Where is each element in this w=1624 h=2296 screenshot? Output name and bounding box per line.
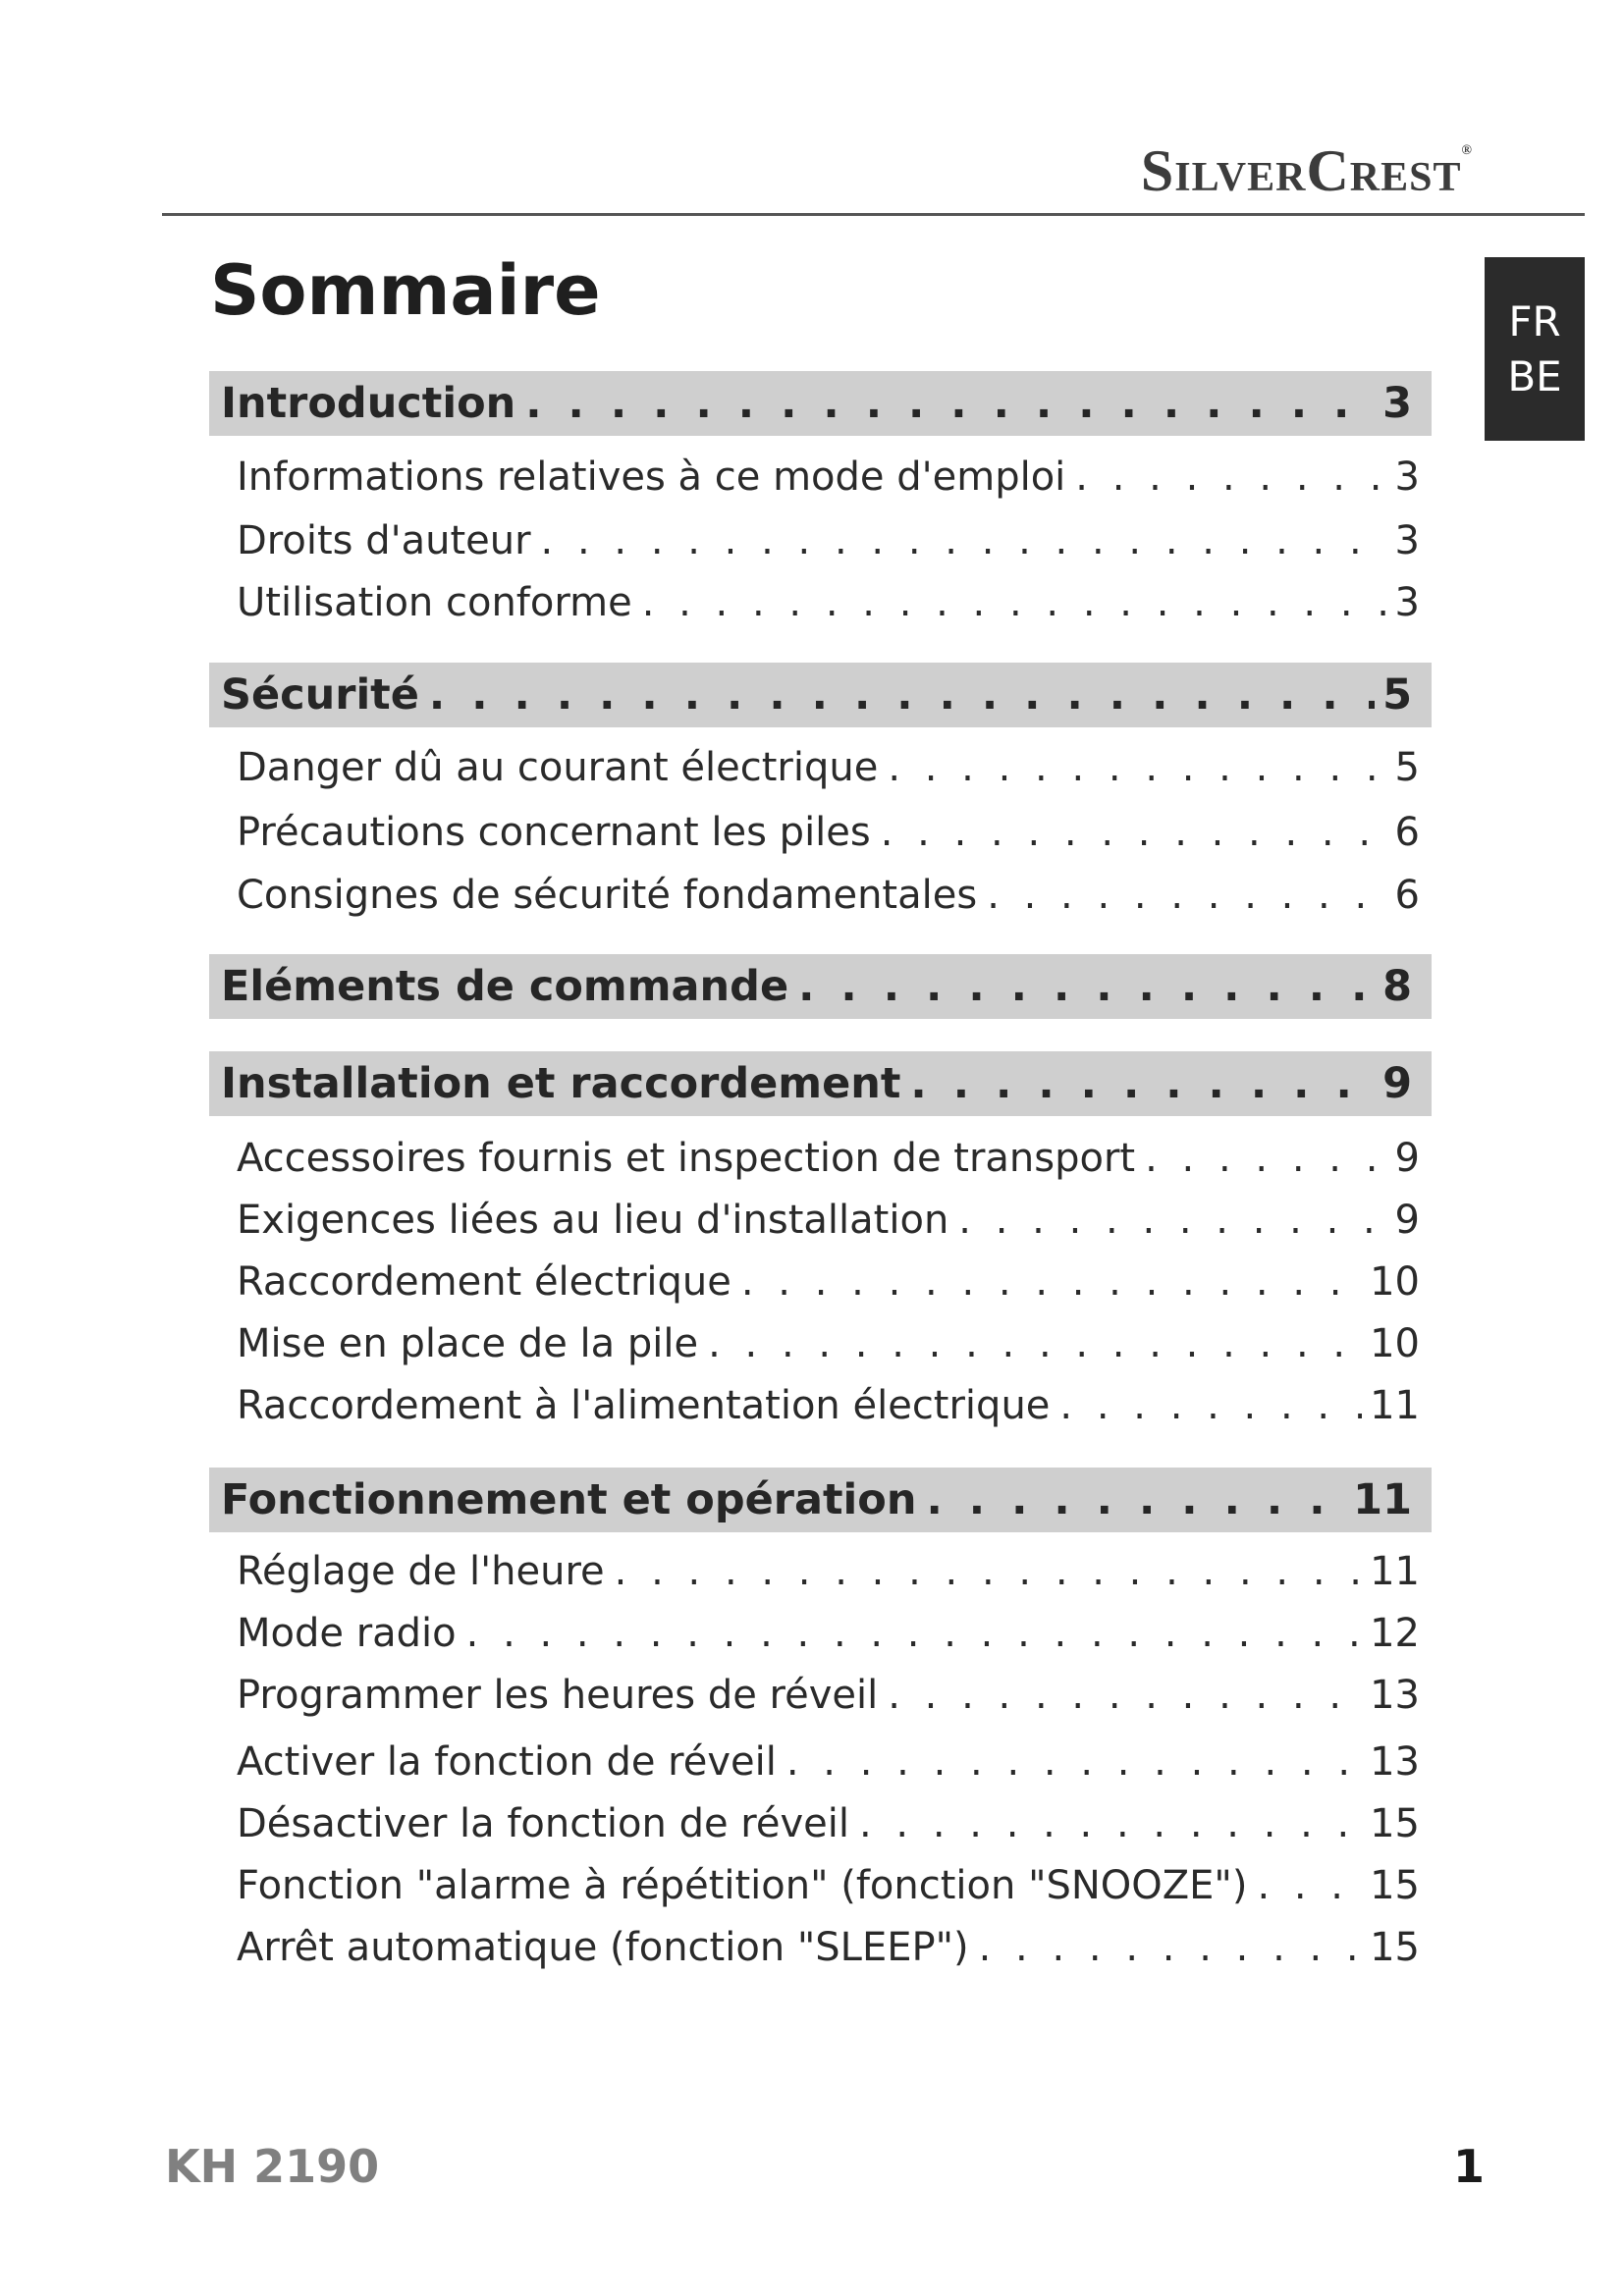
toc-entry[interactable] <box>237 1733 1420 1791</box>
toc-entry-page: 6 <box>1394 873 1420 918</box>
toc-entry-page: 5 <box>1394 745 1420 790</box>
leader-dots <box>466 1611 1362 1656</box>
toc-entry[interactable] <box>237 1918 1420 1977</box>
toc-section-installation[interactable] <box>209 1051 1432 1116</box>
toc-entry[interactable] <box>237 1376 1420 1435</box>
toc-section-securite[interactable] <box>209 663 1432 727</box>
leader-dots <box>1059 1383 1362 1428</box>
toc-entry[interactable] <box>237 1794 1420 1853</box>
leader-dots <box>1145 1136 1386 1181</box>
toc-entry-page: 3 <box>1394 518 1420 563</box>
toc-entry-label: Désactiver la fonction de réveil <box>237 1801 849 1846</box>
toc-entry[interactable] <box>237 511 1420 570</box>
toc-entry[interactable] <box>237 866 1420 925</box>
toc-entry[interactable] <box>237 1542 1420 1601</box>
leader-dots <box>741 1259 1362 1305</box>
toc-section-label: Sécurité <box>221 670 419 720</box>
toc-entry-page: 12 <box>1370 1611 1420 1656</box>
leader-dots <box>525 379 1375 428</box>
toc-entry-label: Informations relatives à ce mode d'emploi <box>237 454 1066 500</box>
toc-section-page: 9 <box>1382 1059 1412 1108</box>
leader-dots <box>1257 1863 1362 1908</box>
toc-entry-page: 15 <box>1370 1863 1420 1908</box>
footer-page-number: 1 <box>1453 2140 1486 2193</box>
toc-entry-label: Utilisation conforme <box>237 580 632 625</box>
leader-dots <box>958 1198 1386 1243</box>
toc-section-label: Eléments de commande <box>221 962 789 1011</box>
toc-entry-label: Précautions concernant les piles <box>237 810 871 855</box>
leader-dots <box>888 745 1386 790</box>
toc-section-page: 3 <box>1382 379 1412 428</box>
toc-entry-page: 3 <box>1394 580 1420 625</box>
toc-entry-page: 11 <box>1370 1383 1420 1428</box>
leader-dots <box>615 1549 1362 1594</box>
toc-entry-label: Mise en place de la pile <box>237 1321 699 1366</box>
language-code-fr: FR <box>1508 296 1561 346</box>
toc-entry-label: Droits d'auteur <box>237 518 531 563</box>
toc-entry-page: 6 <box>1394 810 1420 855</box>
leader-dots <box>859 1801 1362 1846</box>
language-code-be: BE <box>1507 351 1562 400</box>
toc-section-label: Installation et raccordement <box>221 1059 901 1108</box>
toc-entry[interactable] <box>237 1314 1420 1373</box>
toc-section-label: Fonctionnement et opération <box>221 1475 917 1524</box>
toc-entry-page: 15 <box>1370 1801 1420 1846</box>
toc-section-page: 11 <box>1353 1475 1412 1524</box>
toc-entry[interactable] <box>237 803 1420 862</box>
toc-entry[interactable] <box>237 1191 1420 1250</box>
toc-section-fonctionnement[interactable] <box>209 1468 1432 1532</box>
toc-section-label: Introduction <box>221 379 516 428</box>
leader-dots <box>888 1673 1362 1718</box>
toc-entry-page: 3 <box>1394 454 1420 500</box>
toc-entry-label: Raccordement électrique <box>237 1259 731 1305</box>
toc-section-elements-de-commande[interactable] <box>209 954 1432 1019</box>
toc-entry-label: Exigences liées au lieu d'installation <box>237 1198 949 1243</box>
leader-dots <box>642 580 1387 625</box>
toc-entry[interactable] <box>237 1856 1420 1915</box>
toc-entry[interactable] <box>237 1253 1420 1311</box>
toc-entry-page: 13 <box>1370 1739 1420 1785</box>
toc-section-page: 8 <box>1382 962 1412 1011</box>
toc-entry-label: Fonction "alarme à répétition" (fonction "SNOOZE") <box>237 1863 1248 1908</box>
leader-dots <box>541 518 1387 563</box>
toc-entry-label: Arrêt automatique (fonction "SLEEP") <box>237 1925 969 1970</box>
toc-section-introduction[interactable] <box>209 371 1432 436</box>
toc-entry-page: 15 <box>1370 1925 1420 1970</box>
toc-entry[interactable] <box>237 1129 1420 1188</box>
toc-entry[interactable] <box>237 448 1420 507</box>
language-tab <box>1485 257 1585 441</box>
toc-entry-label: Réglage de l'heure <box>237 1549 605 1594</box>
toc-entry-label: Raccordement à l'alimentation électrique <box>237 1383 1051 1428</box>
footer-model-number: KH 2190 <box>165 2140 380 2193</box>
toc-entry-page: 10 <box>1370 1259 1420 1305</box>
leader-dots <box>926 1475 1345 1524</box>
toc-entry-page: 9 <box>1394 1198 1420 1243</box>
leader-dots <box>798 962 1375 1011</box>
toc-entry-page: 9 <box>1394 1136 1420 1181</box>
toc-entry-page: 13 <box>1370 1673 1420 1718</box>
header-rule <box>162 213 1585 216</box>
leader-dots <box>786 1739 1362 1785</box>
toc-entry-label: Mode radio <box>237 1611 457 1656</box>
toc-entry[interactable] <box>237 1666 1420 1725</box>
toc-entry-page: 11 <box>1370 1549 1420 1594</box>
leader-dots <box>708 1321 1362 1366</box>
toc-entry-page: 10 <box>1370 1321 1420 1366</box>
toc-entry[interactable] <box>237 573 1420 632</box>
toc-entry[interactable] <box>237 1604 1420 1663</box>
toc-entry-label: Accessoires fournis et inspection de transport <box>237 1136 1136 1181</box>
toc-entry-label: Activer la fonction de réveil <box>237 1739 777 1785</box>
leader-dots <box>429 670 1375 720</box>
page-title: Sommaire <box>210 250 601 331</box>
toc-entry-label: Programmer les heures de réveil <box>237 1673 879 1718</box>
leader-dots <box>881 810 1387 855</box>
toc-entry[interactable] <box>237 738 1420 797</box>
brand-logo: SilverCrest® <box>1140 138 1473 203</box>
toc-entry-label: Consignes de sécurité fondamentales <box>237 873 978 918</box>
leader-dots <box>910 1059 1375 1108</box>
toc-entry-label: Danger dû au courant électrique <box>237 745 879 790</box>
leader-dots <box>979 1925 1362 1970</box>
toc-section-page: 5 <box>1382 670 1412 720</box>
leader-dots <box>987 873 1386 918</box>
leader-dots <box>1075 454 1386 500</box>
